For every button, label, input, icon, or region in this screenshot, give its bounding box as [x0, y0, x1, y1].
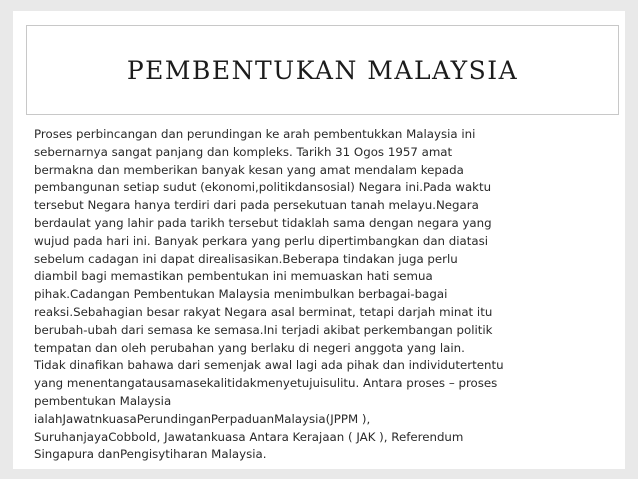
title-box — [26, 25, 619, 115]
body-line: diambil bagi memastikan pembentukan ini memuaskan hati semua — [34, 269, 433, 284]
body-line: pihak.Cadangan Pembentukan Malaysia menimbulkan berbagai-bagai — [34, 287, 448, 302]
body-line: sebelum cadagan ini dapat direalisasikan.Beberapa tindakan juga perlu — [34, 251, 458, 266]
body-line: Tidak dinafikan bahawa dari semenjak awal lagi ada pihak dan individutertentu — [34, 358, 504, 373]
body-paragraph — [34, 126, 599, 464]
body-line: wujud pada hari ini. Banyak perkara yang perlu dipertimbangkan dan diatasi — [34, 233, 489, 248]
body-line: Singapura danPengisytiharan Malaysia. — [34, 447, 267, 462]
body-line: Proses perbincangan dan perundingan ke arah pembentukkan Malaysia ini — [34, 127, 476, 141]
body-line: pembangunan setiap sudut (ekonomi,politikdansosial) Negara ini.Pada waktu — [34, 180, 492, 195]
body-line: berubah-ubah dari semasa ke semasa.Ini terjadi akibat perkembangan politik — [34, 322, 493, 337]
body-line: ialahJawatnkuasaPerundinganPerpaduanMalaysia(JPPM ), — [34, 411, 371, 426]
slide-title: PEMBENTUKAN MALAYSIA — [126, 55, 519, 85]
body-line: tempatan dan oleh perubahan yang berlaku di negeri anggota yang lain. — [34, 340, 465, 355]
body-line: bermakna dan memberikan banyak kesan yang amat mendalam kepada — [34, 162, 464, 177]
body-line: reaksi.Sebahagian besar rakyat Negara asal berminat, tetapi darjah minat itu — [34, 304, 493, 319]
body-line: tersebut Negara hanya terdiri dari pada persekutuan tanah melayu.Negara — [34, 198, 479, 213]
body-line: pembentukan Malaysia — [34, 393, 172, 408]
body-line: yang menentangatausamasekalitidakmenyetujuisulitu. Antara proses – proses — [34, 376, 498, 391]
body-line: SuruhanjayaCobbold, Jawatankuasa Antara Kerajaan ( JAK ), Referendum — [34, 429, 464, 444]
body-line: berdaulat yang lahir pada tarikh tersebut tidaklah sama dengan negara yang — [34, 215, 492, 230]
body-line: sebernarnya sangat panjang dan kompleks. Tarikh 31 Ogos 1957 amat — [34, 144, 453, 159]
